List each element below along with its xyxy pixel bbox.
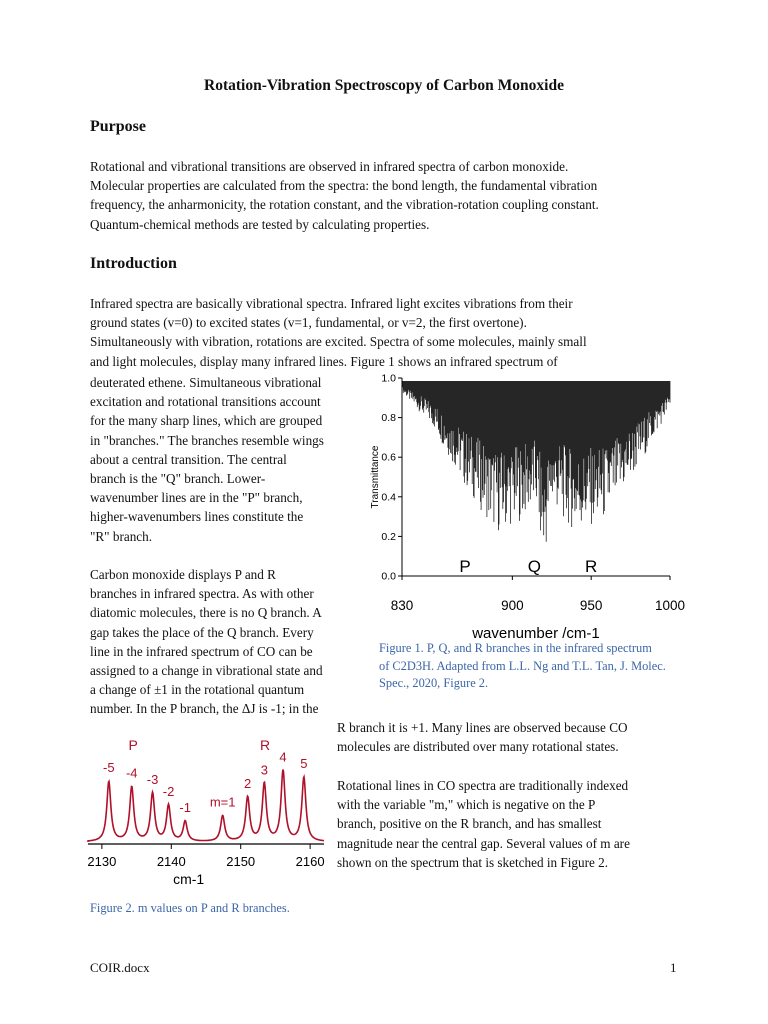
y-tick-label: 0.6 xyxy=(381,451,396,464)
text-line: line in the infrared spectrum of CO can be xyxy=(90,643,313,659)
caption-line: Spec., 2020, Figure 2. xyxy=(379,676,489,690)
text-line: for the many sharp lines, which are grouped xyxy=(90,413,323,429)
co-paragraph xyxy=(90,565,370,719)
footer-filename: COIR.docx xyxy=(90,960,150,975)
y-tick-label: 0.0 xyxy=(381,570,396,583)
text-line: with the variable "m," which is negative on the P xyxy=(337,797,596,813)
figure-2-caption: Figure 2. m values on P and R branches. xyxy=(90,901,290,915)
text-line: branch, positive on the R branch, and has smallest xyxy=(337,816,602,832)
m-value-label: 4 xyxy=(279,749,287,765)
text-line: gap takes the place of the Q branch. Every xyxy=(90,624,314,640)
x-axis-label: wavenumber /cm-1 xyxy=(472,625,600,642)
x-tick-label: 950 xyxy=(579,598,603,613)
text-line: and light molecules, display many infrared lines. Figure 1 shows an infrared spectrum of xyxy=(90,353,558,369)
x-tick-label: 830 xyxy=(390,598,414,613)
text-line: Simultaneously with vibration, rotations are excited. Spectra of some molecules, mainly small xyxy=(90,334,587,350)
text-line: "R" branch. xyxy=(90,528,153,544)
text-line: Rotational and vibrational transitions are observed in infrared spectra of carbon monoxide. xyxy=(90,159,569,174)
m-value-label: -5 xyxy=(103,760,115,775)
text-line: branches in infrared spectra. As with other xyxy=(90,586,314,602)
introduction-heading: Introduction xyxy=(90,255,177,272)
m-value-label: -1 xyxy=(179,800,191,815)
text-line: ground states (v=0) to excited states (v=1, fundamental, or v=2, the first overtone). xyxy=(90,315,527,331)
x-tick-label: 2160 xyxy=(295,854,325,869)
y-tick-label: 0.2 xyxy=(381,530,396,543)
m-value-label: -2 xyxy=(162,784,175,799)
text-line: excitation and rotational transitions account xyxy=(90,394,321,410)
footer-page-number: 1 xyxy=(670,960,677,975)
intro-paragraph-full xyxy=(90,294,690,371)
branch-label: Q xyxy=(527,557,542,576)
text-line: deuterated ethene. Simultaneous vibrational xyxy=(90,375,322,390)
text-line: Infrared spectra are basically vibrational spectra. Infrared light excites vibrations from their xyxy=(90,296,573,311)
figure-1-spectrum xyxy=(362,370,686,646)
text-line: magnitude near the central gap. Several values of m are xyxy=(337,835,630,851)
m-value-label: m=1 xyxy=(209,794,236,810)
m-value-label: -4 xyxy=(125,765,138,781)
co-paragraph-continued xyxy=(337,718,697,756)
branch-label-p: P xyxy=(128,737,138,753)
text-line: number. In the P branch, the ΔJ is -1; in the xyxy=(90,701,319,717)
text-line: Carbon monoxide displays P and R xyxy=(90,567,276,582)
text-line: a change of ±1 in the rotational quantum xyxy=(90,682,305,698)
y-axis-label: Transmittance xyxy=(370,445,381,509)
branch-label: P xyxy=(459,557,471,576)
spectrum-trace xyxy=(402,381,670,542)
m-index-paragraph xyxy=(337,776,697,872)
y-tick-label: 0.4 xyxy=(381,491,396,504)
x-tick-label: 2130 xyxy=(87,854,117,869)
figure-2-spectrum xyxy=(82,730,330,898)
figure-1-caption xyxy=(379,640,709,693)
caption-line: of C2D3H. Adapted from L.L. Ng and T.L. Tan, J. Molec. xyxy=(379,658,666,673)
text-line: frequency, the anharmonicity, the rotation constant, and the vibration-rotation coupling constant. xyxy=(90,197,599,213)
m-value-label: -3 xyxy=(146,772,159,787)
spectrum-lines xyxy=(402,381,670,542)
m-value-label: 2 xyxy=(244,776,252,791)
text-line: R branch it is +1. Many lines are observed because CO xyxy=(337,720,628,735)
co-spectrum-trace xyxy=(88,770,324,843)
text-line: Quantum-chemical methods are tested by calculating properties. xyxy=(90,216,430,232)
document-title: Rotation-Vibration Spectroscopy of Carbon Monoxide xyxy=(204,77,564,94)
branch-label: R xyxy=(585,557,598,576)
y-tick-label: 0.8 xyxy=(381,412,396,425)
text-line: branch is the "Q" branch. Lower- xyxy=(90,471,266,487)
text-line: assigned to a change in vibrational state and xyxy=(90,663,323,679)
text-line: about a central transition. The central xyxy=(90,451,287,467)
x-axis-label: cm-1 xyxy=(173,871,205,887)
text-line: wavenumber lines are in the "P" branch, xyxy=(90,490,303,506)
x-tick-label: 2150 xyxy=(226,854,256,869)
text-line: shown on the spectrum that is sketched in Figure 2. xyxy=(337,854,609,870)
x-tick-label: 900 xyxy=(501,598,524,613)
text-line: in "branches." The branches resemble wings xyxy=(90,432,324,448)
text-line: diatomic molecules, there is no Q branch. A xyxy=(90,605,322,621)
x-tick-label: 2140 xyxy=(156,854,186,869)
caption-line: Figure 1. P, Q, and R branches in the infrared spectrum xyxy=(379,641,652,655)
text-line: higher-wavenumbers lines constitute the xyxy=(90,509,304,525)
y-tick-label: 1.0 xyxy=(381,372,396,385)
purpose-paragraph xyxy=(90,157,690,234)
intro-paragraph-left xyxy=(90,373,370,546)
m-value-label: 5 xyxy=(300,756,308,771)
m-value-label: 3 xyxy=(260,762,268,778)
branch-label-r: R xyxy=(259,737,271,753)
text-line: Molecular properties are calculated from the spectra: the bond length, the fundamental vibration xyxy=(90,178,598,194)
text-line: molecules are distributed over many rotational states. xyxy=(337,739,619,755)
text-line: Rotational lines in CO spectra are traditionally indexed xyxy=(337,778,629,793)
x-tick-label: 1000 xyxy=(654,598,686,613)
purpose-heading: Purpose xyxy=(90,118,146,135)
